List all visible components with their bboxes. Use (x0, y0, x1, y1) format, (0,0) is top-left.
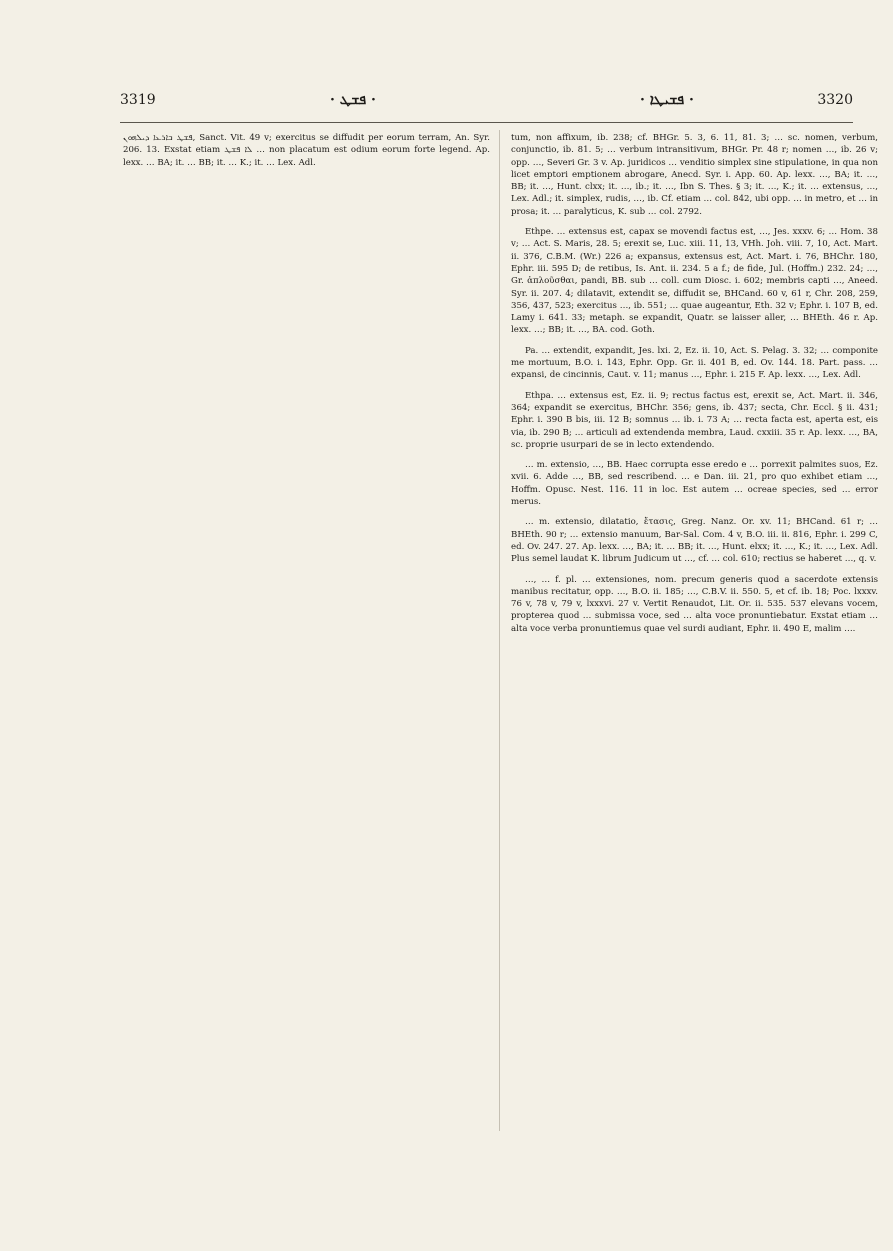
header-rule (120, 122, 853, 123)
entry-paragraph: ܦܫܛ ܒܐܪܥܐ ܕܝܠܗܘܢ, Sanct. Vit. 49 v; exercitus se diffudit per eorum terram, An. Syr. 206. 13. Exstat etiam ܠܐ ܦܫܛ … non placatum est odium eorum forte legend. Ap. lexx. … BA; it. … BB; it. … K.; it. … Lex. Adl. (123, 133, 490, 168)
entry-paragraph: …, … f. pl. … extensiones, nom. precum generis quod a sacerdote extensis manibus recitatur, opp. …, B.O. ii. 185; …, C.B.V. ii. 550. 5, et cf. ib. 18; Poc. lxxxv. 76 v, 78 v, 79 v, lxxxvi. 27 v. Vertit Renaudot, Lit. Or. ii. 535. 537 elevans vocem, propterea quod … submissa voce, sed … alta voce pronuntiebatur. Exstat etiam … alta voce verba pronuntiemus quae vel surdi audiant, Ephr. ii. 490 E, malim …. (511, 574, 878, 634)
running-head-left: · ܦܫܛ · (330, 92, 376, 108)
column-right (511, 132, 878, 1152)
entry-paragraph: tum, non affixum, ib. 238; cf. BHGr. 5. 3, 6. 11, 81. 3; … sc. nomen, verbum, conjunctio, ib. 81. 5; … verbum intransitivum, BHGr. Pr. 48 r; nomen …, ib. 26 v; opp. …, Severi Gr. 3 v. Ap. juridicos … venditio simplex sine stipulatione, in qua non licet emptori emptionem abrogare, Anecd. Syr. i. App. 60. Ap. lexx. …, BA; it. …, BB; it. …, Hunt. clxx; it. …, ib.; it. …, Ibn S. Thes. § 3; it. …, K.; it. … extensus, …, Lex. Adl.; it. simplex, rudis, …, ib. Cf. etiam … col. 842, ubi opp. … in metro, et … in prosa; it. … paralyticus, K. sub … col. 2792. (511, 133, 878, 217)
column-left (123, 132, 490, 1152)
page-number-right: 3320 (817, 92, 853, 108)
entry-paragraph: … m. extensio, …, BB. Haec corrupta esse eredo e … porrexit palmites suos, Ez. xvii. 6. Adde …, BB, sed rescribend. … e Dan. iii. 21, pro quo exhibet etiam …, Hoffm. Opusc. Nest. 116. 11 in loc. Est autem … ocreae species, sed … error merus. (511, 460, 878, 508)
entry-paragraph: Ethpa. … extensus est, Ez. ii. 9; rectus factus est, erexit se, Act. Mart. ii. 346, 364; expandit se exercitus, BHChr. 356; gens, ib. 437; secta, Chr. Eccl. § ii. 431; Ephr. i. 390 B bis, iii. 12 B; somnus … ib. i. 73 A; … recta facta est, aperta est, eis via, ib. 290 B; … articuli ad extendenda membra, Laud. cxxiii. 35 r. Ap. lexx. …, BA, sc. proprie usurpari de se in lecto extendendo. (511, 390, 878, 450)
page-number-left: 3319 (120, 92, 156, 108)
entry-paragraph: Ethpe. … extensus est, capax se movendi factus est, …, Jes. xxxv. 6; … Hom. 38 v; … Act. S. Maris, 28. 5; erexit se, Luc. xiii. 11, 13, VHh. Joh. viii. 7, 10, Act. Mart. ii. 376, C.B.M. (Wr.) 226 a; expansus, extensus est, Act. Mart. i. 76, BHChr. 180, Ephr. iii. 595 D; de retibus, Is. Ant. ii. 234. 5 a f.; de fide, Jul. (Hoffm.) 232. 24; …, Gr. ἀπλοῦσθαι, pandi, BB. sub … coll. cum Diosc. i. 602; membris capti …, Aneed. Syr. ii. 207. 4; dilatavit, extendit se, diffudit se, BHCand. 60 v, 61 r, Chr. 208, 259, 356, 437, 523; exercitus …, ib. 551; … quae augeantur, Eth. 32 v; Ephr. i. 107 B, ed. Lamy i. 641. 33; metaph. se expandit, Quatr. se laisser aller, … BHEth. 46 r. Ap. lexx. …; BB; it. …, BA. cod. Goth. (511, 227, 878, 336)
column-divider (499, 130, 500, 1131)
entry-paragraph: … m. extensio, dilatatio, ἔτασις, Greg. Nanz. Or. xv. 11; BHCand. 61 r; … BHEth. 90 r; … extensio manuum, Bar-Sal. Com. 4 v, B.O. iii. ii. 816, Ephr. i. 299 C, ed. Ov. 247. 27. Ap. lexx. …, BA; it. … BB; it. …, Hunt. elxx; it. …, K.; it. …, Lex. Adl. Plus semel laudat K. librum Judicum ut …, cf. … col. 610; rectius se haberet …, q. v. (511, 517, 878, 565)
entry-paragraph: Pa. … extendit, expandit, Jes. lxi. 2, Ez. ii. 10, Act. S. Pelag. 3. 32; … componite me mortuum, B.O. i. 143, Ephr. Opp. Gr. ii. 401 B, ed. Ov. 144. 18. Part. pass. … expansi, de cincinnis, Caut. v. 11; manus …, Ephr. i. 215 F. Ap. lexx. …, Lex. Adl. (511, 345, 878, 381)
running-head-right: · ܦܫܝܛܐ · (640, 92, 694, 108)
page-header (120, 92, 853, 116)
